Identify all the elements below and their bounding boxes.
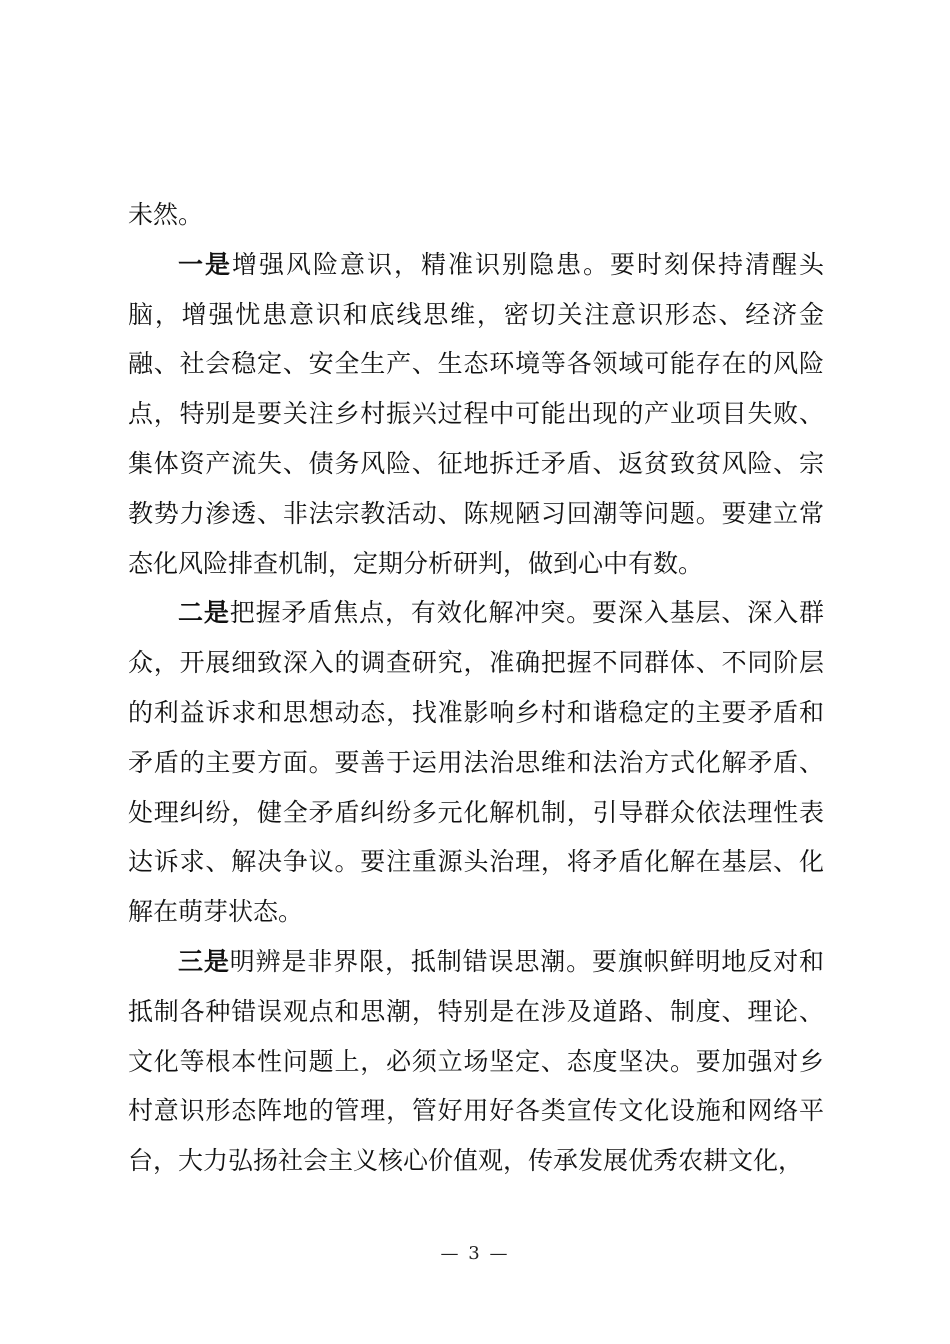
- page-number: — 3 —: [440, 1243, 510, 1264]
- paragraph-point-two: [128, 588, 824, 937]
- paragraph-text: 增强风险意识，精准识别隐患。要时刻保持清醒头脑，增强忧患意识和底线思维，密切关注意识形态、经济金融、社会稳定、安全生产、生态环境等各领域可能存在的风险点，特别是要关注乡村振兴过程中可能出现的产业项目失败、集体资产流失、债务风险、征地拆迁矛盾、返贫致贫风险、宗教势力渗透、非法宗教活动、陈规陋习回潮等问题。要建立常态化风险排查机制，定期分析研判，做到心中有数。: [128, 249, 824, 578]
- paragraph-continuation: [128, 190, 824, 240]
- paragraph-text: 明辨是非界限，抵制错误思潮。要旗帜鲜明地反对和抵制各种错误观点和思潮，特别是在涉及道路、制度、理论、文化等根本性问题上，必须立场坚定、态度坚决。要加强对乡村意识形态阵地的管理，管好用好各类宣传文化设施和网络平台，大力弘扬社会主义核心价值观，传承发展优秀农耕文化，: [128, 946, 824, 1176]
- paragraph-lead: 二是: [178, 598, 230, 628]
- paragraph-text: 未然。: [128, 200, 204, 229]
- paragraph-text: 把握矛盾焦点，有效化解冲突。要深入基层、深入群众，开展细致深入的调查研究，准确把握不同群体、不同阶层的利益诉求和思想动态，找准影响乡村和谐稳定的主要矛盾和矛盾的主要方面。要善于运用法治思维和法治方式化解矛盾、处理纠纷，健全矛盾纠纷多元化解机制，引导群众依法理性表达诉求、解决争议。要注重源头治理，将矛盾化解在基层、化解在萌芽状态。: [128, 598, 824, 927]
- paragraph-lead: 三是: [178, 946, 230, 976]
- paragraph-point-one: [128, 240, 824, 589]
- document-body: [128, 190, 824, 1186]
- paragraph-lead: 一是: [178, 249, 232, 279]
- paragraph-point-three: [128, 937, 824, 1186]
